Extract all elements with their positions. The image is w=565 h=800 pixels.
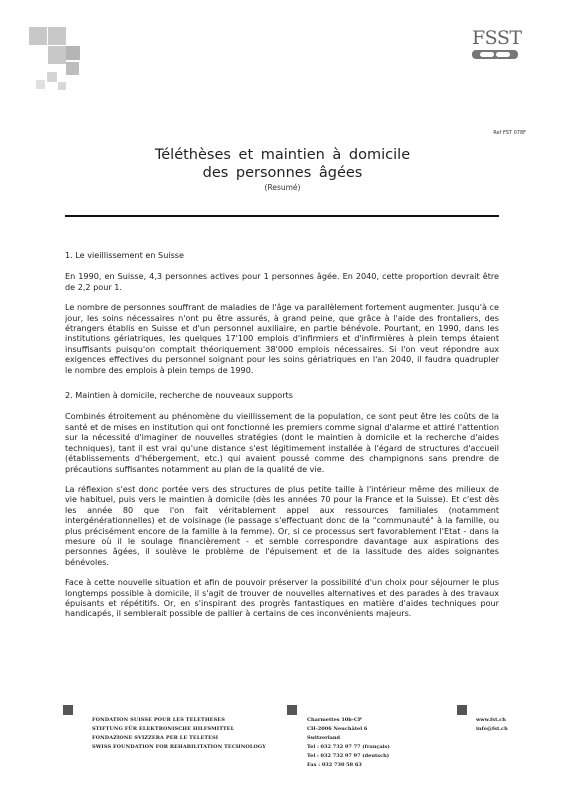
address-line: CH-2006 Neuchâtel 6 bbox=[307, 726, 368, 732]
address-line: Tel : 032 732 97 97 (deutsch) bbox=[307, 753, 390, 759]
decorative-square bbox=[58, 82, 66, 90]
document-title bbox=[0, 146, 565, 182]
document-reference: Ref FST 078F bbox=[493, 130, 526, 136]
footer-organization bbox=[92, 716, 266, 752]
decorative-square bbox=[66, 46, 80, 60]
org-line: FONDATION SUISSE POUR LES TELETHESES bbox=[92, 717, 225, 723]
email-link[interactable]: info@fst.ch bbox=[476, 726, 508, 732]
document-subtitle: (Resumé) bbox=[264, 183, 301, 192]
footer-address bbox=[307, 716, 390, 770]
footer-square bbox=[457, 705, 467, 715]
address-line: Charmettes 10b-CP bbox=[307, 717, 362, 723]
paragraph: La réflexion s'est donc portée vers des structures de plus petite taille à l'intérieur même des milieux de vie habituel, puis vers le maintien à domicile (dès les années 70 pour la France et la Suisse). Et c'est dès les année 80 que l'on fait véritablement appel aux ressources familiales (notamment intergénérationnelles) et de voisinage (le passage s'effectuant donc de la "communauté" à la famille, ou plus précisément encore de la famille à la femme). Or, si ce processus sert favorablement l'Etat - dans la mesure où il le soulage financièrement - et semble correspondre davantage aux aspirations des personnes âgées, il soulève le problème de l'épuisement et de la lassitude des aides soignantes bénévoles. bbox=[65, 483, 499, 567]
address-line: Fax : 032 730 58 63 bbox=[307, 762, 362, 768]
paragraph: Combinés étroitement au phénomène du vieillissement de la population, ce sont peut être les coûts de la santé et de mises en institution qui ont fonctionné les premiers comme signal d'alarme et attiré l'attention sur la nécessité d'imaginer de nouvelles stratégies (dont le maintien à domicile et la recherche d'aides techniques), tant il est vrai qu'une distance s'est légitimement installée à l'égard de structures d'accueil (établissements d'hébergement, etc.) qui avaient poussé comme des champignons sans prendre de précautions suffisantes notamment au plan de la qualité de vie. bbox=[65, 411, 499, 474]
paragraph: En 1990, en Suisse, 4,3 personnes actives pour 1 personnes âgée. En 2040, cette proportion devrait être de 2,2 pour 1. bbox=[65, 271, 499, 292]
section-heading: 2. Maintien à domicile, recherche de nouveaux supports bbox=[65, 390, 293, 401]
title-line-1: Téléthèses et maintien à domicile bbox=[154, 147, 411, 163]
paragraph: Face à cette nouvelle situation et afin de pouvoir préserver la possibilité d'un choix pour séjourner le plus longtemps possible à domicile, il s'agit de trouver de nouvelles alternatives et des parades à des travaux épuisants et répétitifs. Or, en s'inspirant des progrès fantastiques en matière d'aides techniques pour handicapés, il semblerait possible de pallier à certains de ces inconvénients majeurs. bbox=[65, 577, 499, 619]
logo-mark bbox=[472, 50, 518, 59]
decorative-square bbox=[48, 46, 66, 64]
org-line: SWISS FOUNDATION FOR REHABILITATION TECHNOLOGY bbox=[92, 744, 266, 750]
decorative-square bbox=[29, 27, 47, 45]
fst-logo bbox=[472, 28, 524, 68]
decorative-square bbox=[47, 72, 57, 82]
document-body bbox=[65, 250, 499, 619]
title-divider bbox=[65, 215, 499, 217]
org-line: STIFTUNG FÜR ELEKTRONISCHE HILFSMITTEL bbox=[92, 726, 235, 732]
address-line: Tel : 032 732 97 77 (français) bbox=[307, 744, 390, 750]
footer-square bbox=[63, 705, 73, 715]
paragraph: Le nombre de personnes souffrant de maladies de l'âge va parallèlement fortement augmenter. Jusqu'à ce jour, les soins nécessaires n'ont pu être assurés, à grand peine, que grâce à l'aide des frontaliers, des étrangers établis en Suisse et d'un personnel auxiliaire, en partie bénévole. Pourtant, en 1990, dans les institutions gériatriques, les quelques 17'100 emplois d'infirmiers et d'infirmières à plein temps étaient insuffisants puisqu'on comptait théoriquement 38'000 emplois nécessaires. Si l'on veut répondre aux exigences effectives du personnel soignant pour les soins gériatriques en l'an 2040, il faudra quadrupler le nombre des emplois à plein temps de 1990. bbox=[65, 302, 499, 375]
decorative-square bbox=[48, 27, 66, 45]
footer-contact bbox=[476, 716, 508, 734]
org-line: FONDAZIONE SVIZZERA PER LE TELETESI bbox=[92, 735, 219, 741]
title-line-2: des personnes âgées bbox=[202, 165, 363, 181]
section-heading: 1. Le vieillissement en Suisse bbox=[65, 250, 184, 260]
decorative-square bbox=[36, 80, 45, 89]
address-line: Switzerland bbox=[307, 735, 341, 741]
logo-text: FSST bbox=[472, 27, 522, 49]
footer-square bbox=[287, 705, 297, 715]
decorative-square bbox=[66, 62, 79, 75]
website-link[interactable]: www.fst.ch bbox=[476, 717, 506, 723]
